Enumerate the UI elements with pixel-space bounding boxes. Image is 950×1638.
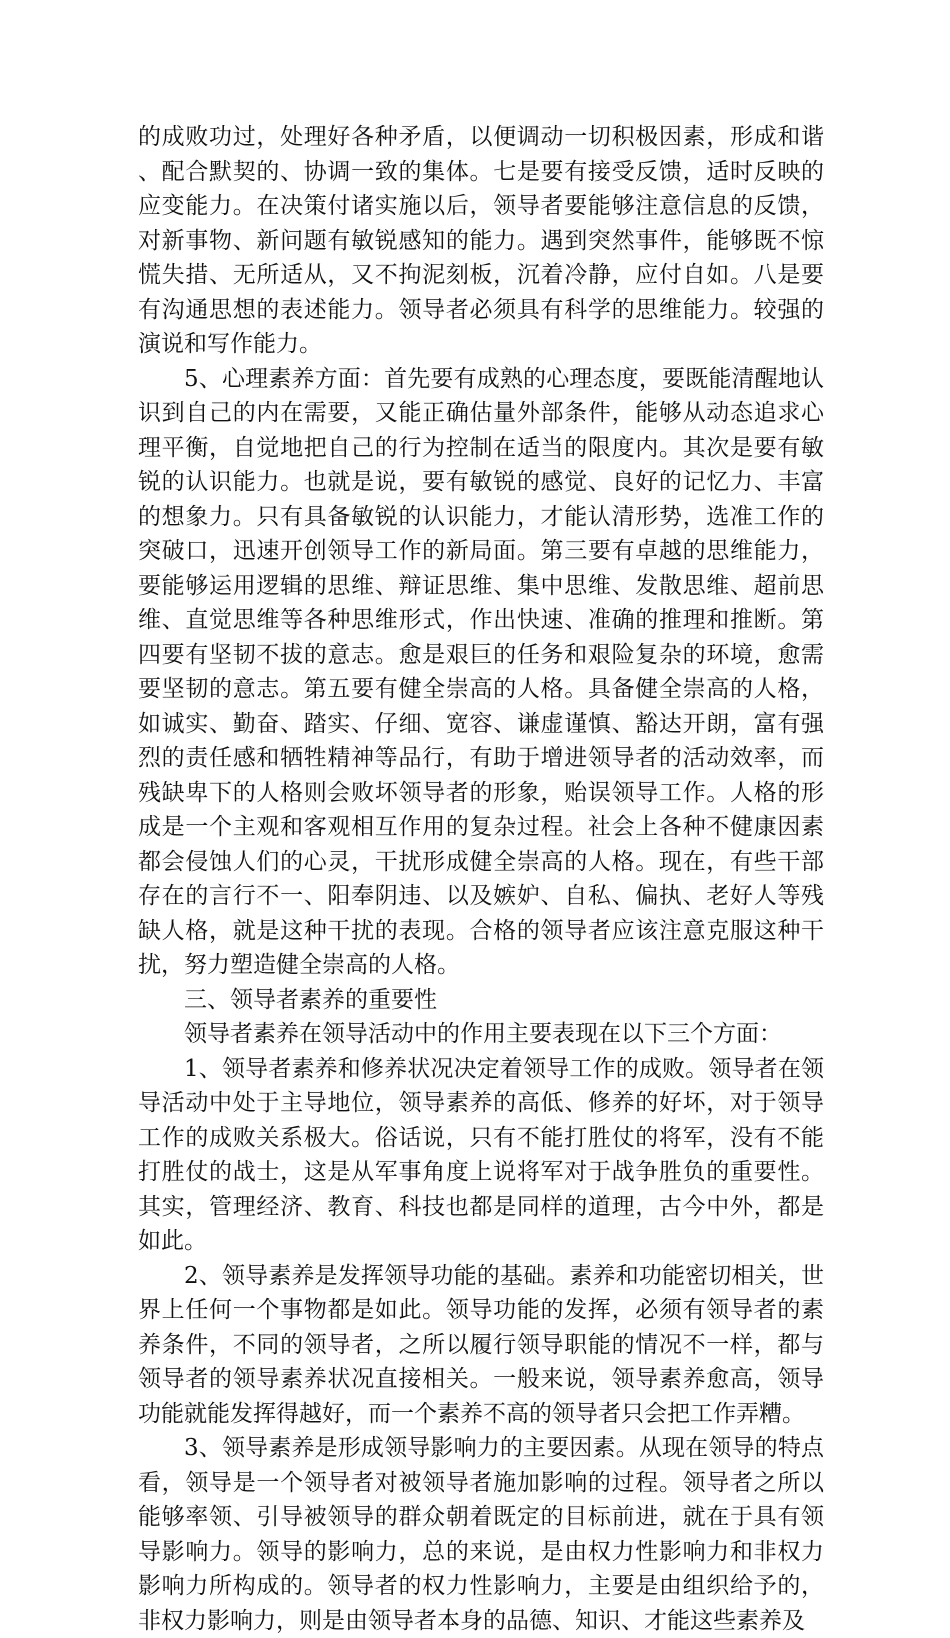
- document-page: [138, 120, 824, 1638]
- section-heading-importance: 三、领导者素养的重要性: [184, 986, 437, 1013]
- paragraph-point-3: 3、领导素养是形成领导影响力的主要因素。从现在领导的特点看，领导是一个领导者对被领导者施加影响的过程。领导者之所以能够率领、引导被领导的群众朝着既定的目标前进，就在于具有领导影响力。领导的影响力，总的来说，是由权力性影响力和非权力影响力所构成的。领导者的权力性影响力，主要是由组织给予的，非权力影响力，则是由领导者本身的品德、知识、才能这些素养及: [138, 1435, 824, 1634]
- paragraph-psychological-quality: 5、心理素养方面：首先要有成熟的心理态度，要既能清醒地认识到自己的内在需要，又能正确估量外部条件，能够从动态追求心理平衡，自觉地把自己的行为控制在适当的限度内。其次是要有敏锐的认识能力。也就是说，要有敏锐的感觉、良好的记忆力、丰富的想象力。只有具备敏锐的认识能力，才能认清形势，选准工作的突破口，迅速开创领导工作的新局面。第三要有卓越的思维能力，要能够运用逻辑的思维、辩证思维、集中思维、发散思维、超前思维、直觉思维等各种思维形式，作出快速、准确的推理和推断。第四要有坚韧不拔的意志。愈是艰巨的任务和艰险复杂的环境，愈需要坚韧的意志。第五要有健全崇高的人格。具备健全崇高的人格，如诚实、勤奋、踏实、仔细、宽容、谦虚谨慎、豁达开朗，富有强烈的责任感和牺牲精神等品行，有助于增进领导者的活动效率，而残缺卑下的人格则会败坏领导者的形象，贻误领导工作。人格的形成是一个主观和客观相互作用的复杂过程。社会上各种不健康因素都会侵蚀人们的心灵，干扰形成健全崇高的人格。现在，有些干部存在的言行不一、阳奉阴违、以及嫉妒、自私、偏执、老好人等残缺人格，就是这种干扰的表现。合格的领导者应该注意克服这种干扰，努力塑造健全崇高的人格。: [138, 365, 824, 978]
- paragraph-point-2: 2、领导素养是发挥领导功能的基础。素养和功能密切相关，世界上任何一个事物都是如此。领导功能的发挥，必须有领导者的素养条件，不同的领导者，之所以履行领导职能的情况不一样，都与领导者的领导素养状况直接相关。一般来说，领导素养愈高，领导功能就能发挥得越好，而一个素养不高的领导者只会把工作弄糟。: [138, 1262, 824, 1427]
- paragraph-point-1: 1、领导者素养和修养状况决定着领导工作的成败。领导者在领导活动中处于主导地位，领导素养的高低、修养的好坏，对于领导工作的成败关系极大。俗话说，只有不能打胜仗的将军，没有不能打胜仗的战士，这是从军事角度上说将军对于战争胜负的重要性。其实，管理经济、教育、科技也都是同样的道理，古今中外，都是如此。: [138, 1055, 824, 1254]
- paragraph-three-aspects-intro: 领导者素养在领导活动中的作用主要表现在以下三个方面：: [184, 1021, 782, 1047]
- paragraph-continued-intro: 的成败功过，处理好各种矛盾，以便调动一切积极因素，形成和谐、配合默契的、协调一致的集体。七是要有接受反馈，适时反映的应变能力。在决策付诸实施以后，领导者要能够注意信息的反馈，对新事物、新问题有敏锐感知的能力。遇到突然事件，能够既不惊慌失措、无所适从，又不拘泥刻板，沉着冷静，应付自如。八是要有沟通思想的表述能力。领导者必须具有科学的思维能力。较强的演说和写作能力。: [138, 124, 824, 357]
